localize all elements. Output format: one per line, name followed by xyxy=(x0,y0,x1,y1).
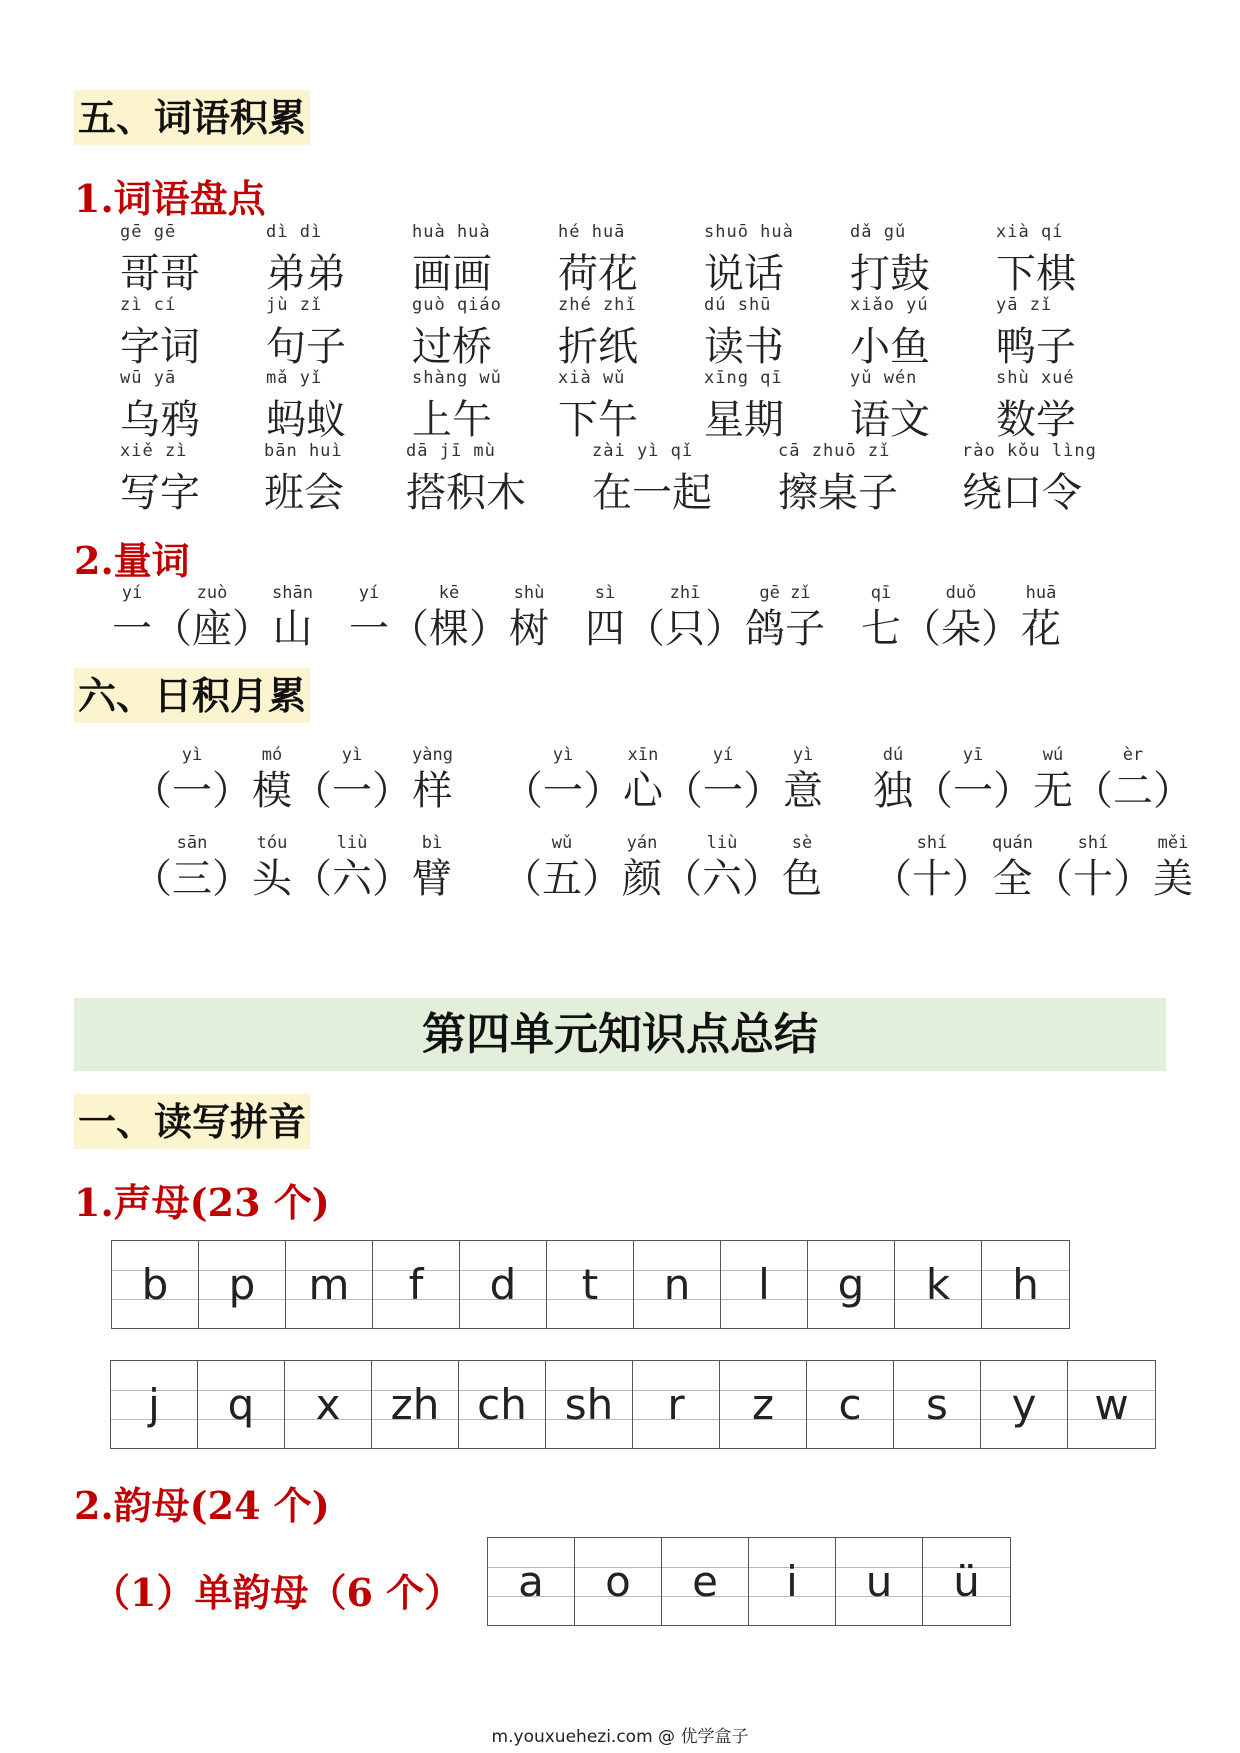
word-item xyxy=(558,222,704,295)
hanzi: 语文 xyxy=(850,397,930,443)
pinyin: wū yā xyxy=(120,368,177,388)
word-item xyxy=(120,368,266,441)
hanzi: 打鼓 xyxy=(850,251,930,297)
hanzi: 擦桌子 xyxy=(778,470,898,516)
pinyin-letter-cell xyxy=(460,1241,547,1328)
phrase-char xyxy=(1153,833,1193,903)
pinyin-letter: zh xyxy=(390,1380,440,1429)
idiom-row-2 xyxy=(132,833,1193,903)
section-title-pinyin: 一、读写拼音 xyxy=(74,1094,310,1149)
pinyin: jù zǐ xyxy=(266,295,323,315)
hanzi: 折纸 xyxy=(558,324,638,370)
phrase-char xyxy=(389,583,509,653)
pinyin: shí xyxy=(916,833,948,853)
hanzi: 下午 xyxy=(558,397,638,443)
word-item xyxy=(266,368,412,441)
word-item xyxy=(558,295,704,368)
pinyin: yī xyxy=(962,745,984,765)
pinyin-letter: n xyxy=(663,1260,691,1309)
phrase-char xyxy=(132,833,252,903)
pinyin: liù xyxy=(336,833,368,853)
pinyin: huā xyxy=(1025,583,1057,603)
pinyin-letter: o xyxy=(605,1557,631,1606)
pinyin-letter-cell xyxy=(981,1361,1068,1448)
hanzi: 读书 xyxy=(704,324,784,370)
section-title-5: 五、词语积累 xyxy=(74,90,310,145)
pinyin-letter: i xyxy=(786,1557,798,1606)
pinyin: bān huì xyxy=(264,441,343,461)
hanzi: 荷花 xyxy=(558,251,638,297)
pinyin: hé huā xyxy=(558,222,626,242)
phrase-char xyxy=(783,745,823,815)
hanzi: 小鱼 xyxy=(850,324,930,370)
hanzi: 写字 xyxy=(120,470,200,516)
hanzi: 色 xyxy=(782,856,822,902)
pinyin-letter: m xyxy=(308,1260,350,1309)
pinyin-letter-cell xyxy=(894,1361,981,1448)
hanzi: （一） xyxy=(292,768,412,814)
finals-grid xyxy=(487,1537,1011,1626)
phrase-char xyxy=(292,745,412,815)
pinyin-letter: b xyxy=(141,1260,169,1309)
hanzi: 无 xyxy=(1032,768,1073,814)
pinyin-letter: r xyxy=(667,1380,685,1429)
footer-source: m.youxuehezi.com @ 优学盒子 xyxy=(491,1727,749,1747)
phrase-char xyxy=(662,833,782,903)
phrase-char xyxy=(861,583,901,653)
pinyin: shù xué xyxy=(996,368,1075,388)
pinyin: dā jī mù xyxy=(406,441,496,461)
hanzi: （十） xyxy=(1032,856,1153,902)
pinyin-letter-cell xyxy=(982,1241,1069,1328)
pinyin: dì dì xyxy=(266,222,323,242)
hanzi: 模 xyxy=(252,768,292,814)
pinyin-letter-cell xyxy=(662,1538,749,1625)
phrase-char xyxy=(503,745,623,815)
phrase-char xyxy=(901,583,1021,653)
hanzi: 字词 xyxy=(120,324,200,370)
pinyin: liù xyxy=(706,833,738,853)
pinyin: xiǎo yú xyxy=(850,295,929,315)
pinyin-letter-cell xyxy=(546,1361,633,1448)
hanzi: 搭积木 xyxy=(406,470,526,516)
pinyin: zhī xyxy=(669,583,701,603)
pinyin: zuò xyxy=(196,583,228,603)
pinyin: xià qí xyxy=(996,222,1064,242)
pinyin: kē xyxy=(438,583,460,603)
pinyin: yí xyxy=(712,745,734,765)
pinyin-letter: c xyxy=(838,1380,862,1429)
pinyin: mǎ yǐ xyxy=(266,368,323,388)
hanzi: 下棋 xyxy=(996,251,1076,297)
phrase-char xyxy=(873,745,913,815)
phrase-char xyxy=(349,583,389,653)
pinyin: yí xyxy=(358,583,380,603)
hanzi: 意 xyxy=(782,768,823,814)
pinyin-letter-cell xyxy=(111,1361,198,1448)
pinyin: yì xyxy=(552,745,574,765)
hanzi: 星期 xyxy=(704,397,784,443)
pinyin: měi xyxy=(1157,833,1189,853)
subsection-finals: 2.韵母(24 个) xyxy=(74,1483,330,1528)
pinyin-letter: ü xyxy=(953,1557,980,1606)
pinyin: xīn xyxy=(627,745,659,765)
hanzi: （一） xyxy=(132,768,252,814)
pinyin: dǎ gǔ xyxy=(850,222,907,242)
pinyin-letter-cell xyxy=(199,1241,286,1328)
pinyin-letter: u xyxy=(865,1557,893,1606)
hanzi: 心 xyxy=(622,768,663,814)
phrase-char xyxy=(112,583,152,653)
word-list xyxy=(120,222,1142,441)
word-item xyxy=(412,295,558,368)
pinyin: dú xyxy=(882,745,904,765)
phrase-char xyxy=(585,583,625,653)
pinyin-letter: ch xyxy=(477,1380,527,1429)
hanzi: 七 xyxy=(860,606,901,652)
pinyin: huà huà xyxy=(412,222,491,242)
hanzi: 颜 xyxy=(622,856,662,902)
pinyin-letter-cell xyxy=(808,1241,895,1328)
pinyin-letter-cell xyxy=(373,1241,460,1328)
pinyin-letter: d xyxy=(489,1260,517,1309)
pinyin: tóu xyxy=(256,833,288,853)
pinyin: yǔ wén xyxy=(850,368,918,388)
pinyin: zài yì qǐ xyxy=(592,441,694,461)
pinyin-letter: s xyxy=(926,1380,948,1429)
hanzi: 过桥 xyxy=(412,324,492,370)
pinyin-letter: k xyxy=(925,1260,951,1309)
hanzi: 独 xyxy=(872,768,913,814)
pinyin-letter: h xyxy=(1012,1260,1039,1309)
pinyin: shuō huà xyxy=(704,222,794,242)
hanzi: 树 xyxy=(508,606,549,652)
pinyin: yán xyxy=(626,833,658,853)
word-item xyxy=(850,222,996,295)
hanzi: （一） xyxy=(662,768,783,814)
pinyin: sè xyxy=(791,833,813,853)
hanzi: 一 xyxy=(112,606,152,652)
idiom-row-1 xyxy=(132,745,1193,815)
phrase-char xyxy=(623,745,663,815)
hanzi: （棵） xyxy=(388,606,509,652)
phrase-char xyxy=(132,745,252,815)
pinyin-letter-cell xyxy=(1068,1361,1155,1448)
pinyin-letter: e xyxy=(692,1557,718,1606)
initials-grid-2 xyxy=(110,1360,1156,1449)
phrase-char xyxy=(1021,583,1061,653)
pinyin: yì xyxy=(792,745,814,765)
phrase-char xyxy=(252,745,292,815)
pinyin-letter: g xyxy=(837,1260,865,1309)
hanzi: （二） xyxy=(1072,768,1193,814)
hanzi: 头 xyxy=(252,856,292,902)
pinyin: yā zǐ xyxy=(996,295,1053,315)
hanzi: 班会 xyxy=(264,470,344,516)
phrase-char xyxy=(663,745,783,815)
phrase-char xyxy=(412,833,452,903)
phrase-char xyxy=(412,745,453,815)
word-item xyxy=(266,222,412,295)
pinyin-letter-cell xyxy=(488,1538,575,1625)
hanzi: 蚂蚁 xyxy=(266,397,346,443)
phrase-char xyxy=(502,833,622,903)
pinyin-letter: l xyxy=(758,1260,770,1309)
pinyin: mó xyxy=(261,745,283,765)
hanzi: 绕口令 xyxy=(962,470,1082,516)
pinyin-letter-cell xyxy=(923,1538,1010,1625)
hanzi: 山 xyxy=(272,606,313,652)
pinyin: duǒ xyxy=(945,583,977,603)
hanzi: 说话 xyxy=(704,251,784,297)
phrase-char xyxy=(509,583,549,653)
word-item xyxy=(558,368,704,441)
subsection-measure-words: 2.量词 xyxy=(74,538,190,583)
hanzi: 四 xyxy=(584,606,625,652)
phrase-char xyxy=(872,833,992,903)
pinyin: shàng wǔ xyxy=(412,368,502,388)
phrase-char xyxy=(745,583,825,653)
pinyin: guò qiáo xyxy=(412,295,502,315)
word-item xyxy=(412,222,558,295)
pinyin: xià wǔ xyxy=(558,368,626,388)
hanzi: 鸽子 xyxy=(744,606,825,652)
pinyin-letter: f xyxy=(408,1260,424,1309)
pinyin-letter-cell xyxy=(720,1361,807,1448)
hanzi: 画画 xyxy=(412,251,492,297)
phrase-char xyxy=(292,833,412,903)
hanzi: 美 xyxy=(1152,856,1193,902)
pinyin-letter-cell xyxy=(547,1241,634,1328)
phrase-char xyxy=(625,583,745,653)
pinyin: xīng qī xyxy=(704,368,783,388)
hanzi: 样 xyxy=(412,768,453,814)
pinyin: wǔ xyxy=(551,833,573,853)
pinyin-letter-cell xyxy=(749,1538,836,1625)
unit-banner: 第四单元知识点总结 xyxy=(74,998,1166,1071)
pinyin-letter: j xyxy=(148,1380,160,1429)
hanzi: （五） xyxy=(502,856,622,902)
section-title-6: 六、日积月累 xyxy=(74,668,310,723)
word-item xyxy=(704,222,850,295)
pinyin-letter-cell xyxy=(285,1361,372,1448)
pinyin: shān xyxy=(272,583,313,603)
pinyin-letter-cell xyxy=(895,1241,982,1328)
hanzi: （十） xyxy=(872,856,992,902)
word-item xyxy=(120,222,266,295)
phrase-char xyxy=(252,833,292,903)
word-item xyxy=(996,222,1142,295)
pinyin: yì xyxy=(181,745,203,765)
pinyin-letter: t xyxy=(581,1260,599,1309)
hanzi: （三） xyxy=(132,856,252,902)
pinyin: sì xyxy=(594,583,616,603)
pinyin: shù xyxy=(513,583,545,603)
pinyin-letter: y xyxy=(1011,1380,1037,1429)
pinyin-letter: x xyxy=(315,1380,341,1429)
phrase-char xyxy=(152,583,272,653)
pinyin-letter-cell xyxy=(575,1538,662,1625)
hanzi: 乌鸦 xyxy=(120,397,200,443)
pinyin: quán xyxy=(992,833,1033,853)
phrase-char xyxy=(1033,833,1153,903)
pinyin: shí xyxy=(1077,833,1109,853)
word-item xyxy=(704,295,850,368)
hanzi: （一） xyxy=(502,768,623,814)
hanzi: （朵） xyxy=(900,606,1021,652)
pinyin: rào kǒu lìng xyxy=(962,441,1097,461)
pinyin-letter-cell xyxy=(286,1241,373,1328)
hanzi: 哥哥 xyxy=(120,251,200,297)
hanzi: 鸭子 xyxy=(996,324,1076,370)
hanzi: 句子 xyxy=(266,324,346,370)
word-item xyxy=(996,295,1142,368)
pinyin: gē gē xyxy=(120,222,177,242)
word-item xyxy=(704,368,850,441)
pinyin-letter: q xyxy=(227,1380,255,1429)
hanzi: 在一起 xyxy=(592,470,712,516)
pinyin-letter: z xyxy=(751,1380,775,1429)
measure-word-row xyxy=(112,583,1061,653)
pinyin-letter-cell xyxy=(633,1361,720,1448)
word-item xyxy=(850,295,996,368)
subsection-simple-finals: （1）单韵母（6 个） xyxy=(92,1570,463,1615)
hanzi: （一） xyxy=(912,768,1033,814)
hanzi: （座） xyxy=(152,606,272,652)
pinyin: qī xyxy=(870,583,892,603)
pinyin: xiě zì xyxy=(120,441,188,461)
hanzi: 花 xyxy=(1020,606,1061,652)
subsection-initials: 1.声母(23 个) xyxy=(74,1180,330,1225)
pinyin-letter-cell xyxy=(459,1361,546,1448)
hanzi: 全 xyxy=(992,856,1033,902)
word-item xyxy=(850,368,996,441)
word-item xyxy=(120,295,266,368)
hanzi: （六） xyxy=(292,856,412,902)
pinyin: zhé zhǐ xyxy=(558,295,637,315)
pinyin: dú shū xyxy=(704,295,772,315)
pinyin: èr xyxy=(1122,745,1144,765)
word-item xyxy=(996,368,1142,441)
pinyin-letter: sh xyxy=(564,1380,614,1429)
pinyin: zì cí xyxy=(120,295,177,315)
pinyin-letter-cell xyxy=(634,1241,721,1328)
hanzi: 臂 xyxy=(412,856,452,902)
pinyin: yí xyxy=(121,583,143,603)
hanzi: （只） xyxy=(624,606,745,652)
hanzi: 一 xyxy=(348,606,389,652)
pinyin: gē zǐ xyxy=(759,583,811,603)
pinyin-letter-cell xyxy=(836,1538,923,1625)
pinyin-letter-cell xyxy=(198,1361,285,1448)
pinyin-letter: a xyxy=(518,1557,544,1606)
word-item xyxy=(412,368,558,441)
pinyin-letter-cell xyxy=(372,1361,459,1448)
pinyin-letter-cell xyxy=(807,1361,894,1448)
pinyin: cā zhuō zǐ xyxy=(778,441,891,461)
pinyin: wú xyxy=(1042,745,1064,765)
hanzi: 弟弟 xyxy=(266,251,346,297)
phrase-char xyxy=(622,833,662,903)
pinyin-letter: p xyxy=(228,1260,256,1309)
phrase-char xyxy=(1033,745,1073,815)
pinyin-letter-cell xyxy=(721,1241,808,1328)
pinyin: sān xyxy=(176,833,208,853)
phrase-char xyxy=(782,833,822,903)
phrase-char xyxy=(1073,745,1193,815)
word-item xyxy=(266,295,412,368)
phrase-char xyxy=(913,745,1033,815)
initials-grid-1 xyxy=(111,1240,1070,1329)
subsection-word-inventory: 1.词语盘点 xyxy=(74,176,266,221)
pinyin-letter: w xyxy=(1094,1380,1129,1429)
phrase-char xyxy=(272,583,313,653)
pinyin-letter-cell xyxy=(112,1241,199,1328)
hanzi: 上午 xyxy=(412,397,492,443)
pinyin: yàng xyxy=(412,745,453,765)
pinyin: bì xyxy=(421,833,443,853)
pinyin: yì xyxy=(341,745,363,765)
phrase-char xyxy=(992,833,1033,903)
hanzi: （六） xyxy=(662,856,782,902)
hanzi: 数学 xyxy=(996,397,1076,443)
